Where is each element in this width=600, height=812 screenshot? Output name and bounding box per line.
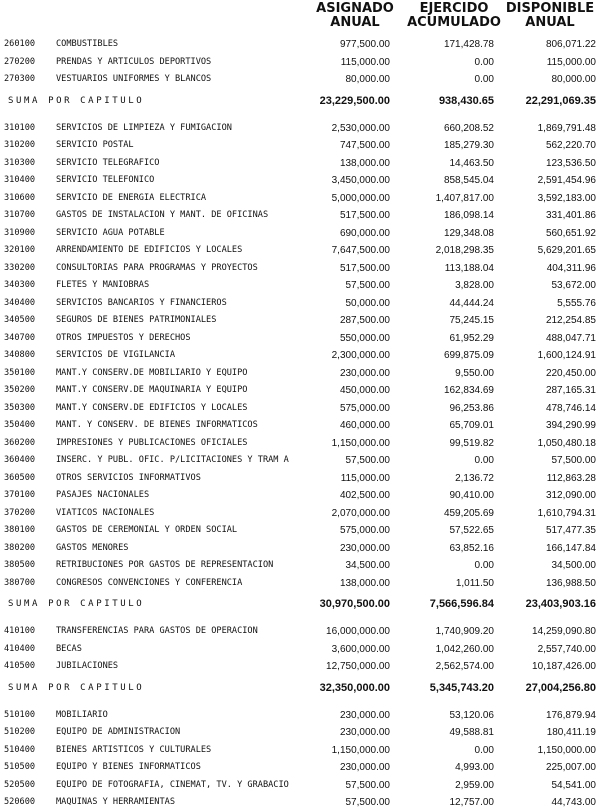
disponible-value: 57,500.00 — [551, 455, 596, 466]
header-asignado-line2: ANUAL — [330, 15, 380, 30]
asignado-value: 575,000.00 — [339, 402, 390, 414]
ejercido-value: 14,463.50 — [449, 157, 494, 169]
table-row — [0, 36, 600, 54]
account-description: MANT. Y CONSERV. DE BIENES INFORMATICOS — [56, 420, 258, 430]
ejercido-value: 57,522.65 — [449, 525, 494, 536]
ejercido-value: 0.00 — [474, 74, 494, 85]
chapter-total-label: SUMA POR CAPITULO — [8, 95, 145, 106]
table-row — [0, 137, 600, 155]
account-code: 340700 — [4, 332, 36, 343]
account-code: 380700 — [4, 577, 36, 588]
ejercido-value: 44,444.24 — [449, 297, 494, 309]
asignado-value: 57,500.00 — [345, 455, 390, 466]
account-code: 320100 — [4, 245, 36, 255]
account-code: 340500 — [4, 315, 36, 325]
asignado-value: 460,000.00 — [339, 420, 390, 431]
account-description: SERVICIOS DE LIMPIEZA Y FUMIGACION — [56, 122, 232, 133]
asignado-value: 977,500.00 — [339, 39, 390, 50]
table-row — [0, 452, 600, 470]
disponible-value: 517,477.35 — [545, 525, 596, 536]
table-row — [0, 557, 600, 575]
account-code: 350200 — [4, 385, 36, 395]
account-description: CONSULTORIAS PARA PROGRAMAS Y PROYECTOS — [56, 262, 258, 273]
account-code: 510500 — [4, 762, 36, 772]
table-row — [0, 190, 600, 208]
account-description: FLETES Y MANIOBRAS — [56, 280, 150, 290]
table-row — [0, 435, 600, 453]
table-row — [0, 295, 600, 313]
account-code: 310700 — [4, 210, 36, 220]
account-code: 360200 — [4, 437, 36, 448]
asignado-value: 5,000,000.00 — [331, 192, 390, 204]
account-code: 380500 — [4, 560, 36, 570]
account-code: 310900 — [4, 227, 36, 238]
table-row — [0, 777, 600, 795]
table-row — [0, 277, 600, 295]
asignado-value: 57,500.00 — [345, 797, 390, 808]
ejercido-value: 61,952.29 — [449, 332, 494, 344]
asignado-value: 23,229,500.00 — [319, 94, 390, 107]
header-disponible-line2: ANUAL — [525, 15, 575, 30]
ejercido-value: 186,098.14 — [443, 210, 494, 221]
table-row — [0, 155, 600, 173]
account-code: 270200 — [4, 56, 36, 67]
asignado-value: 138,000.00 — [339, 157, 390, 169]
ejercido-value: 0.00 — [474, 560, 494, 571]
ejercido-value: 75,245.15 — [449, 315, 494, 326]
account-code: 410500 — [4, 661, 36, 671]
account-code: 520500 — [4, 779, 36, 790]
ejercido-value: 53,120.06 — [449, 709, 494, 721]
header-ejercido-line1: EJERCIDO — [419, 1, 489, 16]
disponible-value: 5,629,201.65 — [537, 245, 596, 256]
disponible-value: 3,592,183.00 — [537, 192, 596, 204]
table-row — [0, 417, 600, 435]
disponible-value: 180,411.19 — [546, 727, 596, 738]
disponible-value: 1,150,000.00 — [537, 744, 596, 756]
account-description: CONGRESOS CONVENCIONES Y CONFERENCIA — [56, 577, 243, 588]
disponible-value: 136,988.50 — [545, 577, 596, 589]
asignado-value: 50,000.00 — [345, 297, 390, 309]
asignado-value: 550,000.00 — [339, 332, 390, 344]
table-row — [0, 365, 600, 383]
ejercido-value: 2,136.72 — [455, 472, 494, 484]
disponible-value: 488,047.71 — [545, 332, 596, 344]
ejercido-value: 7,566,596.84 — [429, 598, 494, 610]
asignado-value: 2,300,000.00 — [331, 350, 390, 361]
ejercido-value: 96,253.86 — [449, 402, 494, 414]
disponible-value: 312,090.00 — [545, 490, 596, 501]
account-description: OTROS IMPUESTOS Y DERECHOS — [56, 332, 191, 343]
table-row — [0, 623, 600, 641]
account-code: 510200 — [4, 727, 36, 737]
disponible-value: 1,600,124.91 — [537, 350, 596, 361]
account-description: RETRIBUCIONES POR GASTOS DE REPRESENTACION — [56, 560, 274, 570]
ejercido-value: 162,834.69 — [443, 385, 494, 396]
ejercido-value: 65,709.01 — [449, 420, 494, 431]
account-code: 310300 — [4, 157, 36, 168]
ejercido-value: 459,205.69 — [443, 507, 494, 519]
ejercido-value: 2,018,298.35 — [435, 245, 494, 256]
asignado-value: 402,500.00 — [339, 490, 390, 501]
ejercido-value: 938,430.65 — [438, 94, 494, 107]
account-code: 370200 — [4, 507, 36, 518]
asignado-value: 30,970,500.00 — [319, 598, 390, 610]
ejercido-value: 660,208.52 — [443, 122, 494, 134]
ejercido-value: 0.00 — [474, 744, 494, 756]
asignado-value: 115,000.00 — [340, 56, 390, 68]
disponible-value: 331,401.86 — [545, 210, 596, 221]
asignado-value: 34,500.00 — [345, 560, 390, 571]
ejercido-value: 99,519.82 — [449, 437, 494, 449]
ejercido-value: 0.00 — [474, 56, 494, 68]
header-disponible-line1: DISPONIBLE — [505, 1, 595, 16]
asignado-value: 2,070,000.00 — [331, 507, 390, 519]
table-row — [0, 707, 600, 725]
account-description: MANT.Y CONSERV.DE MOBILIARIO Y EQUIPO — [56, 367, 248, 378]
ejercido-value: 90,410.00 — [449, 490, 494, 501]
account-code: 340400 — [4, 297, 36, 308]
disponible-value: 123,536.50 — [545, 157, 596, 169]
table-row — [0, 260, 600, 278]
account-description: EQUIPO DE ADMINISTRACION — [56, 727, 181, 737]
account-code: 310200 — [4, 140, 36, 150]
ejercido-value: 9,550.00 — [455, 367, 494, 379]
ejercido-value: 5,345,743.20 — [429, 681, 494, 694]
disponible-value: 166,147.84 — [545, 542, 596, 554]
table-row — [0, 487, 600, 505]
ejercido-value: 1,042,260.00 — [435, 643, 494, 655]
asignado-value: 3,600,000.00 — [331, 643, 390, 655]
asignado-value: 230,000.00 — [339, 727, 390, 738]
account-description: EQUIPO Y BIENES INFORMATICOS — [56, 762, 201, 772]
header-ejercido — [398, 2, 510, 30]
asignado-value: 690,000.00 — [339, 227, 390, 239]
account-description: SERVICIO TELEGRAFICO — [56, 157, 160, 168]
account-code: 350400 — [4, 420, 36, 430]
header-disponible — [500, 2, 600, 30]
asignado-value: 138,000.00 — [339, 577, 390, 589]
account-description: BIENES ARTISTICOS Y CULTURALES — [56, 744, 212, 755]
asignado-value: 287,500.00 — [339, 315, 390, 326]
table-row — [0, 505, 600, 523]
account-description: SERVICIOS BANCARIOS Y FINANCIEROS — [56, 297, 227, 308]
account-code: 360400 — [4, 455, 36, 465]
account-code: 380200 — [4, 542, 36, 553]
account-description: MOBILIARIO — [56, 709, 108, 720]
account-code: 410400 — [4, 643, 36, 654]
asignado-value: 7,647,500.00 — [331, 245, 390, 256]
disponible-value: 1,050,480.18 — [537, 437, 596, 449]
disponible-value: 27,004,256.80 — [525, 681, 596, 694]
asignado-value: 1,150,000.00 — [331, 437, 390, 449]
account-description: SERVICIOS DE VIGILANCIA — [56, 350, 175, 360]
account-description: JUBILACIONES — [56, 661, 119, 671]
table-row — [0, 400, 600, 418]
asignado-value: 230,000.00 — [339, 709, 390, 721]
disponible-value: 2,557,740.00 — [537, 643, 596, 655]
disponible-value: 562,220.70 — [545, 140, 596, 151]
table-row — [0, 330, 600, 348]
disponible-value: 404,311.96 — [546, 262, 596, 274]
disponible-value: 53,672.00 — [551, 280, 596, 291]
table-row — [0, 759, 600, 777]
account-code: 310400 — [4, 175, 36, 185]
account-description: PASAJES NACIONALES — [56, 490, 150, 500]
asignado-value: 230,000.00 — [339, 762, 390, 773]
account-description: SEGUROS DE BIENES PATRIMONIALES — [56, 315, 217, 325]
ejercido-value: 129,348.08 — [443, 227, 494, 239]
asignado-value: 3,450,000.00 — [331, 175, 390, 186]
ejercido-value: 4,993.00 — [455, 762, 494, 773]
ejercido-value: 858,545.04 — [443, 175, 494, 186]
account-code: 270300 — [4, 74, 36, 84]
table-row — [0, 641, 600, 659]
ejercido-value: 12,757.00 — [449, 797, 494, 808]
disponible-value: 34,500.00 — [551, 560, 596, 571]
ejercido-value: 171,428.78 — [443, 39, 494, 50]
account-code: 370100 — [4, 490, 36, 500]
chapter-total-row — [0, 592, 600, 623]
account-code: 520600 — [4, 797, 36, 807]
table-row — [0, 470, 600, 488]
header-asignado-line1: ASIGNADO — [316, 1, 394, 16]
ejercido-value: 1,740,909.20 — [435, 626, 494, 637]
asignado-value: 517,500.00 — [339, 210, 390, 221]
account-description: EQUIPO DE FOTOGRAFIA, CINEMAT, TV. Y GRABACIO — [56, 779, 289, 790]
disponible-value: 23,403,903.16 — [525, 598, 596, 610]
asignado-value: 12,750,000.00 — [326, 661, 390, 672]
asignado-value: 57,500.00 — [345, 280, 390, 291]
asignado-value: 575,000.00 — [339, 525, 390, 536]
account-description: GASTOS DE INSTALACION Y MANT. DE OFICINAS — [56, 210, 269, 220]
table-row — [0, 120, 600, 138]
account-description: INSERC. Y PUBL. OFIC. P/LICITACIONES Y TRAM A — [56, 455, 289, 465]
disponible-value: 1,610,794.31 — [537, 507, 596, 519]
table-row — [0, 172, 600, 190]
ejercido-value: 1,011.50 — [455, 577, 494, 589]
disponible-value: 806,071.22 — [545, 39, 596, 50]
table-row — [0, 207, 600, 225]
disponible-value: 80,000.00 — [551, 74, 596, 85]
account-description: GASTOS DE CEREMONIAL Y ORDEN SOCIAL — [56, 525, 238, 535]
disponible-value: 220,450.00 — [545, 367, 596, 379]
account-code: 340800 — [4, 350, 36, 360]
ejercido-value: 185,279.30 — [443, 140, 494, 151]
disponible-value: 225,007.00 — [545, 762, 596, 773]
disponible-value: 5,555.76 — [557, 297, 596, 309]
ejercido-value: 0.00 — [474, 455, 494, 466]
account-description: TRANSFERENCIAS PARA GASTOS DE OPERACION — [56, 626, 258, 636]
disponible-value: 212,254.85 — [545, 315, 596, 326]
asignado-value: 230,000.00 — [339, 367, 390, 379]
asignado-value: 32,350,000.00 — [319, 681, 390, 694]
disponible-value: 394,290.99 — [545, 420, 596, 431]
ejercido-value: 2,959.00 — [455, 779, 494, 791]
disponible-value: 54,541.00 — [551, 779, 596, 791]
account-code: 410100 — [4, 626, 36, 636]
account-code: 510400 — [4, 744, 36, 755]
account-code: 350100 — [4, 367, 36, 378]
asignado-value: 16,000,000.00 — [326, 626, 390, 637]
account-description: SERVICIO TELEFONICO — [56, 175, 155, 185]
account-code: 380100 — [4, 525, 36, 535]
disponible-value: 14,259,090.80 — [532, 626, 596, 637]
budget-table — [0, 36, 600, 812]
account-description: VIATICOS NACIONALES — [56, 507, 155, 518]
ejercido-value: 699,875.09 — [443, 350, 494, 361]
disponible-value: 10,187,426.00 — [532, 661, 596, 672]
table-row — [0, 347, 600, 365]
ejercido-value: 63,852.16 — [449, 542, 494, 554]
account-description: GASTOS MENORES — [56, 542, 129, 553]
table-row — [0, 242, 600, 260]
account-description: PRENDAS Y ARTICULOS DEPORTIVOS — [56, 56, 212, 67]
chapter-total-row — [0, 676, 600, 707]
asignado-value: 2,530,000.00 — [331, 122, 390, 134]
disponible-value: 44,743.00 — [551, 797, 596, 808]
disponible-value: 287,165.31 — [545, 385, 596, 396]
account-description: BECAS — [56, 643, 82, 654]
account-description: MANT.Y CONSERV.DE MAQUINARIA Y EQUIPO — [56, 385, 248, 395]
disponible-value: 2,591,454.96 — [537, 175, 596, 186]
table-row — [0, 382, 600, 400]
account-description: OTROS SERVICIOS INFORMATIVOS — [56, 472, 201, 483]
ejercido-value: 1,407,817.00 — [435, 192, 494, 204]
account-code: 360500 — [4, 472, 36, 483]
account-code: 260100 — [4, 39, 36, 49]
account-code: 510100 — [4, 709, 36, 720]
asignado-value: 1,150,000.00 — [331, 744, 390, 756]
account-code: 330200 — [4, 262, 36, 273]
account-code: 310600 — [4, 192, 36, 203]
disponible-value: 1,869,791.48 — [537, 122, 596, 134]
header-ejercido-line2: ACUMULADO — [407, 15, 501, 30]
disponible-value: 478,746.14 — [545, 402, 596, 414]
table-row — [0, 225, 600, 243]
asignado-value: 517,500.00 — [339, 262, 390, 274]
ejercido-value: 113,188.04 — [444, 262, 494, 274]
table-row — [0, 540, 600, 558]
asignado-value: 115,000.00 — [340, 472, 390, 484]
table-row — [0, 794, 600, 812]
table-row — [0, 312, 600, 330]
asignado-value: 450,000.00 — [339, 385, 390, 396]
asignado-value: 80,000.00 — [345, 74, 390, 85]
table-row — [0, 522, 600, 540]
table-row — [0, 54, 600, 72]
account-description: COMBUSTIBLES — [56, 39, 119, 49]
asignado-value: 230,000.00 — [339, 542, 390, 554]
chapter-total-label: SUMA POR CAPITULO — [8, 599, 145, 609]
account-description: SERVICIO POSTAL — [56, 140, 134, 150]
account-description: MAQUINAS Y HERRAMIENTAS — [56, 797, 175, 807]
asignado-value: 747,500.00 — [339, 140, 390, 151]
table-row — [0, 724, 600, 742]
chapter-total-label: SUMA POR CAPITULO — [8, 682, 145, 693]
account-code: 350300 — [4, 402, 36, 413]
account-description: SERVICIO AGUA POTABLE — [56, 227, 165, 238]
account-description: SERVICIO DE ENERGIA ELECTRICA — [56, 192, 207, 203]
table-row — [0, 658, 600, 676]
account-code: 310100 — [4, 122, 36, 133]
table-row — [0, 742, 600, 760]
ejercido-value: 49,588.81 — [449, 727, 494, 738]
column-headers — [0, 0, 600, 34]
table-row — [0, 575, 600, 593]
account-description: ARRENDAMIENTO DE EDIFICIOS Y LOCALES — [56, 245, 243, 255]
disponible-value: 560,651.92 — [545, 227, 596, 239]
disponible-value: 115,000.00 — [546, 56, 596, 68]
disponible-value: 22,291,069.35 — [525, 94, 596, 107]
header-asignado — [300, 2, 410, 30]
ejercido-value: 2,562,574.00 — [435, 661, 494, 672]
disponible-value: 112,863.28 — [546, 472, 596, 484]
ejercido-value: 3,828.00 — [455, 280, 494, 291]
chapter-total-row — [0, 89, 600, 120]
account-description: VESTUARIOS UNIFORMES Y BLANCOS — [56, 74, 212, 84]
account-description: MANT.Y CONSERV.DE EDIFICIOS Y LOCALES — [56, 402, 248, 413]
table-row — [0, 71, 600, 89]
account-code: 340300 — [4, 280, 36, 290]
account-description: IMPRESIONES Y PUBLICACIONES OFICIALES — [56, 437, 248, 448]
asignado-value: 57,500.00 — [345, 779, 390, 791]
disponible-value: 176,879.94 — [545, 709, 596, 721]
